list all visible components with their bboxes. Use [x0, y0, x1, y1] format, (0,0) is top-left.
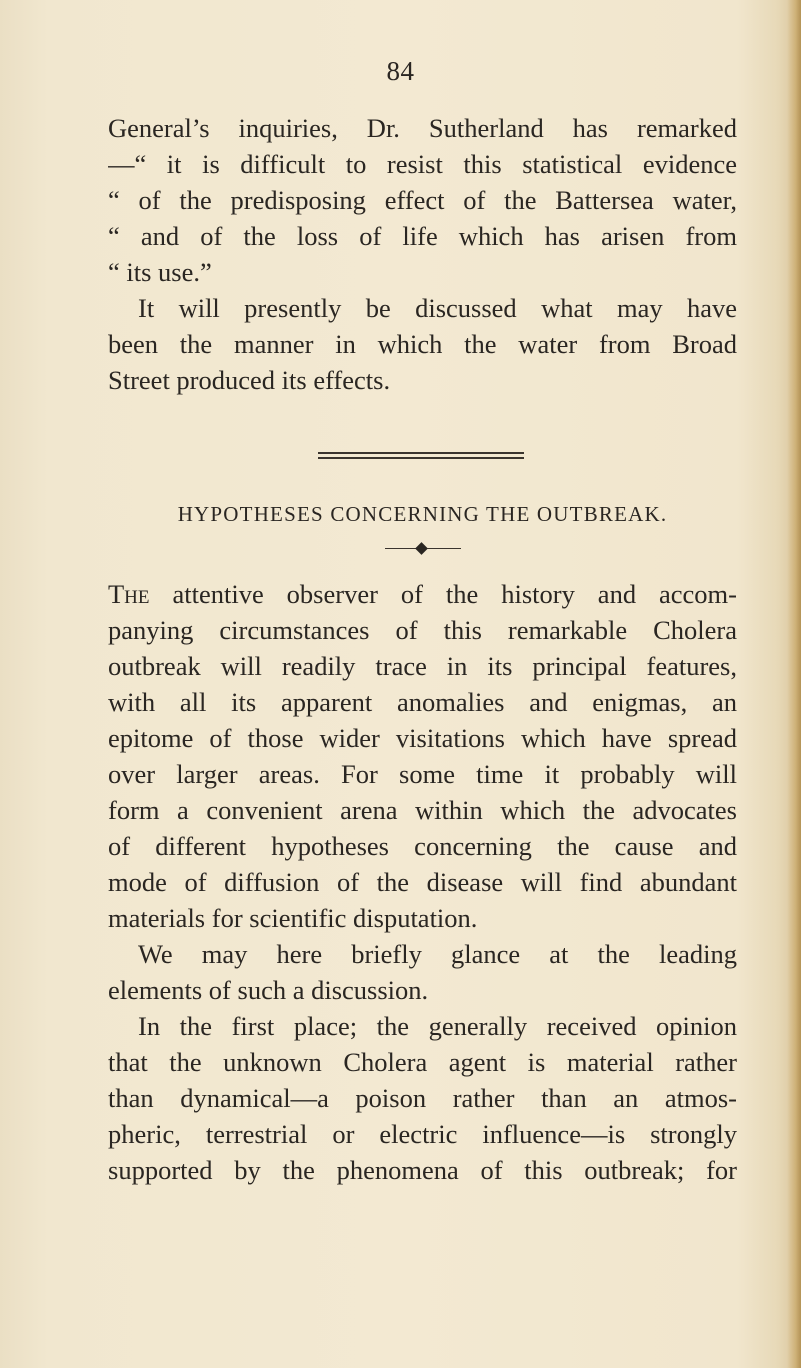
page-number: 84	[386, 56, 415, 86]
text-line: outbreak will readily trace in its principal features,	[108, 651, 737, 681]
text-line: “ of the predisposing effect of the Battersea water,	[108, 185, 737, 215]
ornament-bar-left	[385, 548, 417, 549]
page-edge-shadow	[787, 0, 801, 1368]
section-rule-top	[318, 452, 524, 454]
para-first-word: The	[108, 579, 150, 609]
diamond-icon	[415, 542, 428, 555]
text-line: Street produced its effects.	[108, 365, 391, 395]
text-line: —“ it is difficult to resist this statistical evidence	[108, 149, 737, 179]
ornament-divider	[385, 538, 461, 558]
text-line: supported by the phenomena of this outbreak; for	[108, 1155, 737, 1185]
text-line: materials for scientific disputation.	[108, 903, 478, 933]
text-line: form a convenient arena within which the advocates	[108, 795, 737, 825]
text-line: mode of diffusion of the disease will find abundant	[108, 867, 737, 897]
text-line: elements of such a discussion.	[108, 975, 429, 1005]
ornament-bar-right	[427, 548, 461, 549]
text-line: “ its use.”	[108, 257, 212, 287]
text-line: In the first place; the generally received opinion	[138, 1011, 737, 1041]
text-line: epitome of those wider visitations which have spread	[108, 723, 737, 753]
text-line: than dynamical—a poison rather than an atmos-	[108, 1083, 737, 1113]
text-line: General’s inquiries, Dr. Sutherland has remarked	[108, 113, 737, 143]
text-line: We may here briefly glance at the leading	[138, 939, 737, 969]
text-line: panying circumstances of this remarkable Cholera	[108, 615, 737, 645]
section-rule-bottom	[318, 457, 524, 459]
text-line: over larger areas. For some time it probably will	[108, 759, 737, 789]
text-line: pheric, terrestrial or electric influence—is strongly	[108, 1119, 737, 1149]
text-line: that the unknown Cholera agent is material rather	[108, 1047, 737, 1077]
section-heading: HYPOTHESES CONCERNING THE OUTBREAK.	[177, 502, 668, 526]
text-line-rest: attentive observer of the history and accom-	[172, 579, 737, 609]
text-line-first	[108, 576, 737, 612]
text-line: been the manner in which the water from Broad	[108, 329, 737, 359]
text-line: with all its apparent anomalies and enigmas, an	[108, 687, 737, 717]
text-line: of different hypotheses concerning the cause and	[108, 831, 737, 861]
text-line: “ and of the loss of life which has arisen from	[108, 221, 737, 251]
text-line: It will presently be discussed what may have	[138, 293, 737, 323]
